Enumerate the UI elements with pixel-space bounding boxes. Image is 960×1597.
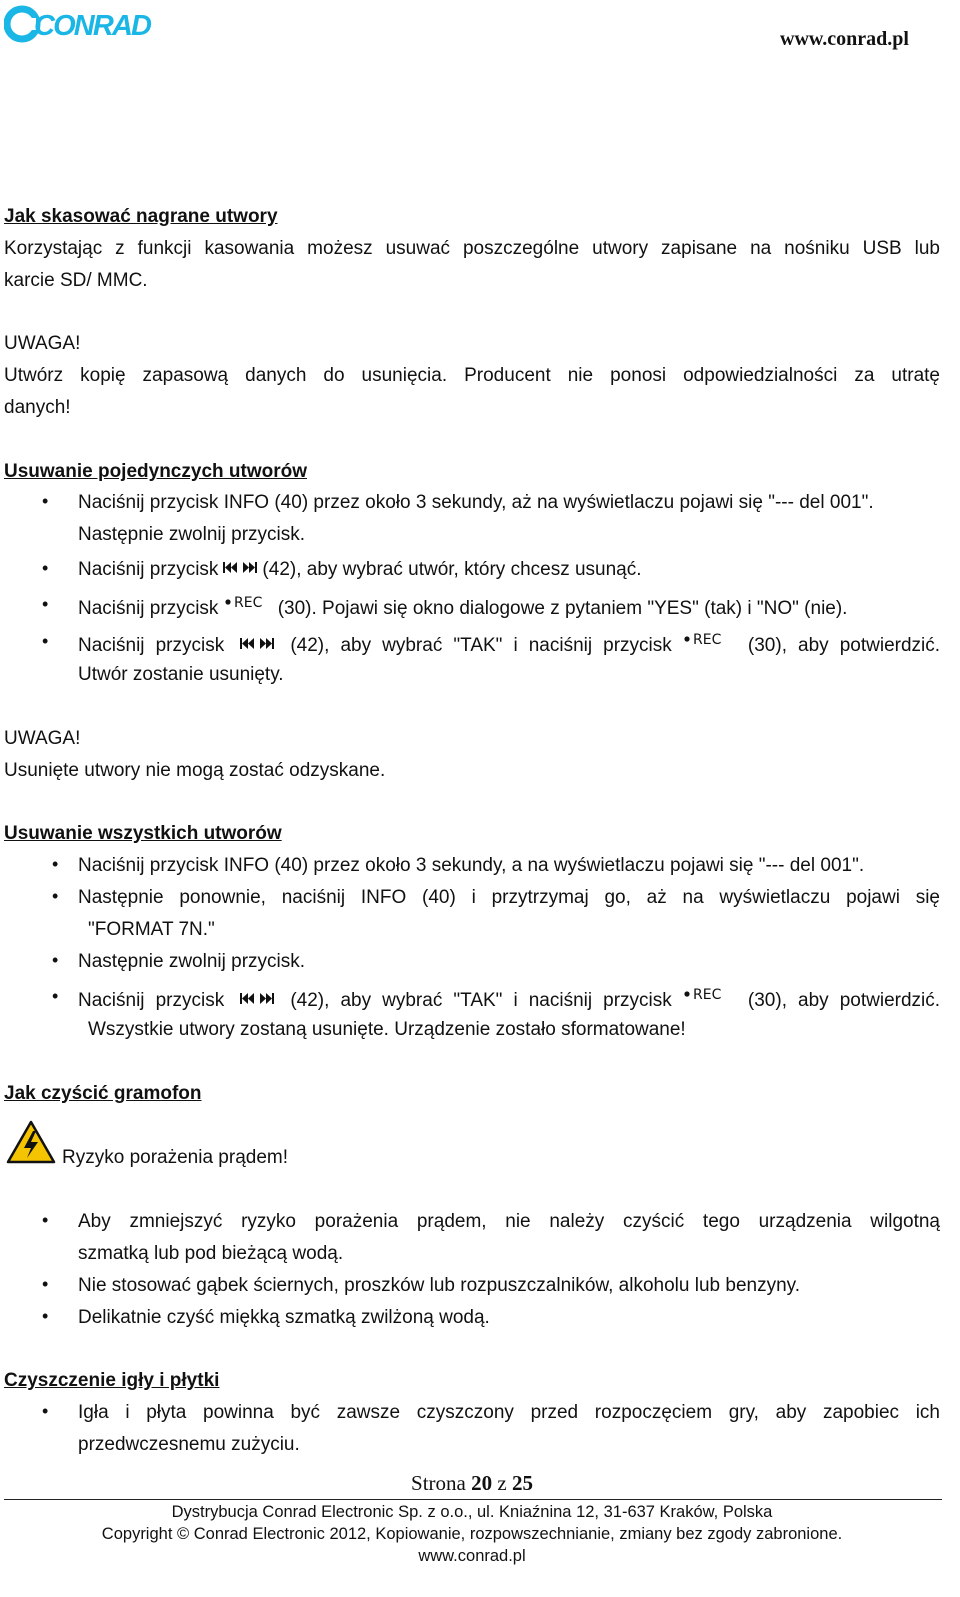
rec-icon	[683, 986, 735, 1004]
list-item	[78, 558, 940, 582]
list-item-continued: przedwczesnemu zużyciu.	[78, 1434, 300, 1455]
heading-delete-tracks: Jak skasować nagrane utwory	[4, 206, 278, 227]
list-item: Aby zmniejszyć ryzyko porażenia prądem, nie należy czyścić tego urządzenia wilgotną	[78, 1211, 940, 1232]
header-site-url: www.conrad.pl	[780, 28, 909, 50]
list-item: Następnie ponownie, naciśnij INFO (40) i przytrzymaj go, aż na wyświetlaczu pojawi się	[78, 887, 940, 908]
svg-text:REC: REC	[692, 632, 722, 648]
svg-text:REC: REC	[233, 595, 263, 611]
skip-back-forward-icon	[239, 991, 275, 1007]
list-item: Nie stosować gąbek ściernych, proszków lub rozpuszczalników, alkoholu lub benzyny.	[78, 1275, 801, 1296]
warning-label: UWAGA!	[4, 728, 81, 749]
page-sep: z	[497, 1471, 507, 1495]
list-item: Naciśnij przycisk INFO (40) przez około 3 sekundy, a na wyświetlaczu pojawi się "--- del 001".	[78, 855, 865, 876]
footer-distribution: Dystrybucja Conrad Electronic Sp. z o.o., ul. Kniaźnina 12, 31-637 Kraków, Polska	[171, 1503, 773, 1521]
rec-icon	[224, 594, 276, 612]
page-total: 25	[511, 1471, 533, 1495]
skip-back-forward-icon	[239, 636, 275, 652]
bullet: •	[42, 1401, 49, 1421]
bullet: •	[42, 558, 49, 578]
list-item-continued: Następnie zwolnij przycisk.	[78, 524, 306, 545]
bullet: •	[52, 950, 59, 970]
intro-text-line1: Korzystając z funkcji kasowania możesz usuwać poszczególne utwory zapisane na nośniku USB lub	[4, 238, 940, 259]
backup-warning-line1: Utwórz kopię zapasową danych do usunięcia. Producent nie ponosi odpowiedzialności za utratę	[4, 365, 940, 386]
list-item: Naciśnij przycisk INFO (40) przez około 3 sekundy, aż na wyświetlaczu pojawi się "--- del 001".	[78, 492, 874, 513]
page-current: 20	[471, 1471, 493, 1495]
list-item-text: (30). Pojawi się okno dialogowe z pytaniem "YES" (tak) i "NO" (nie).	[277, 598, 848, 619]
bullet: •	[42, 594, 49, 614]
unrecoverable-warning: Usunięte utwory nie mogą zostać odzyskane.	[4, 760, 386, 781]
list-item-continued: szmatką lub pod bieżącą wodą.	[78, 1243, 344, 1264]
rec-icon	[683, 631, 735, 649]
heading-needle-cleaning: Czyszczenie igły i płytki	[4, 1370, 220, 1391]
list-item-continued: Wszystkie utwory zostaną usunięte. Urządzenie zostało sformatowane!	[88, 1019, 686, 1040]
page-prefix: Strona	[411, 1471, 466, 1495]
intro-text-line2: karcie SD/ MMC.	[4, 270, 148, 291]
list-item: Igła i płyta powinna być zawsze czyszczony przed rozpoczęciem gry, aby zapobiec ich	[78, 1402, 940, 1423]
list-item-text: (42), aby wybrać "TAK" i naciśnij przycisk	[290, 990, 672, 1011]
footer-url: www.conrad.pl	[418, 1547, 526, 1565]
list-item-text: (30), aby potwierdzić.	[747, 635, 941, 656]
skip-back-forward-icon	[222, 560, 258, 576]
heading-cleaning: Jak czyścić gramofon	[4, 1083, 202, 1104]
bullet: •	[52, 886, 59, 906]
conrad-logo	[4, 4, 154, 44]
shock-warning-text: Ryzyko porażenia prądem!	[62, 1147, 288, 1168]
svg-text:CONRAD: CONRAD	[34, 10, 152, 42]
bullet: •	[42, 1210, 49, 1230]
list-item-continued: "FORMAT 7N."	[88, 919, 215, 940]
list-item-text: Naciśnij przycisk	[78, 635, 225, 656]
heading-delete-all: Usuwanie wszystkich utworów	[4, 823, 282, 844]
bullet: •	[42, 631, 49, 651]
list-item-text: (30), aby potwierdzić.	[747, 990, 941, 1011]
svg-text:REC: REC	[692, 987, 722, 1003]
list-item-text: (42), aby wybrać utwór, który chcesz usunąć.	[262, 559, 642, 580]
bullet: •	[42, 491, 49, 511]
footer-divider	[4, 1499, 942, 1500]
bullet: •	[42, 1306, 49, 1326]
list-item	[78, 631, 940, 658]
list-item-continued: Utwór zostanie usunięty.	[78, 664, 284, 685]
bullet: •	[52, 854, 59, 874]
list-item-text: Naciśnij przycisk	[78, 990, 225, 1011]
list-item: Delikatnie czyść miękką szmatką zwilżoną wodą.	[78, 1307, 490, 1328]
list-item	[78, 594, 940, 621]
backup-warning-line2: danych!	[4, 397, 71, 418]
list-item: Następnie zwolnij przycisk.	[78, 951, 306, 972]
electric-shock-warning-icon	[6, 1120, 56, 1164]
page-number	[0, 1471, 944, 1496]
list-item-text: Naciśnij przycisk	[78, 598, 219, 619]
footer-copyright: Copyright © Conrad Electronic 2012, Kopiowanie, rozpowszechnianie, zmiany bez zgody zabronione.	[101, 1525, 843, 1543]
heading-delete-single: Usuwanie pojedynczych utworów	[4, 461, 307, 482]
list-item-text: (42), aby wybrać "TAK" i naciśnij przycisk	[290, 635, 672, 656]
list-item	[78, 986, 940, 1013]
warning-label: UWAGA!	[4, 333, 81, 354]
list-item-text: Naciśnij przycisk	[78, 559, 219, 580]
bullet: •	[42, 1274, 49, 1294]
bullet: •	[52, 986, 59, 1006]
